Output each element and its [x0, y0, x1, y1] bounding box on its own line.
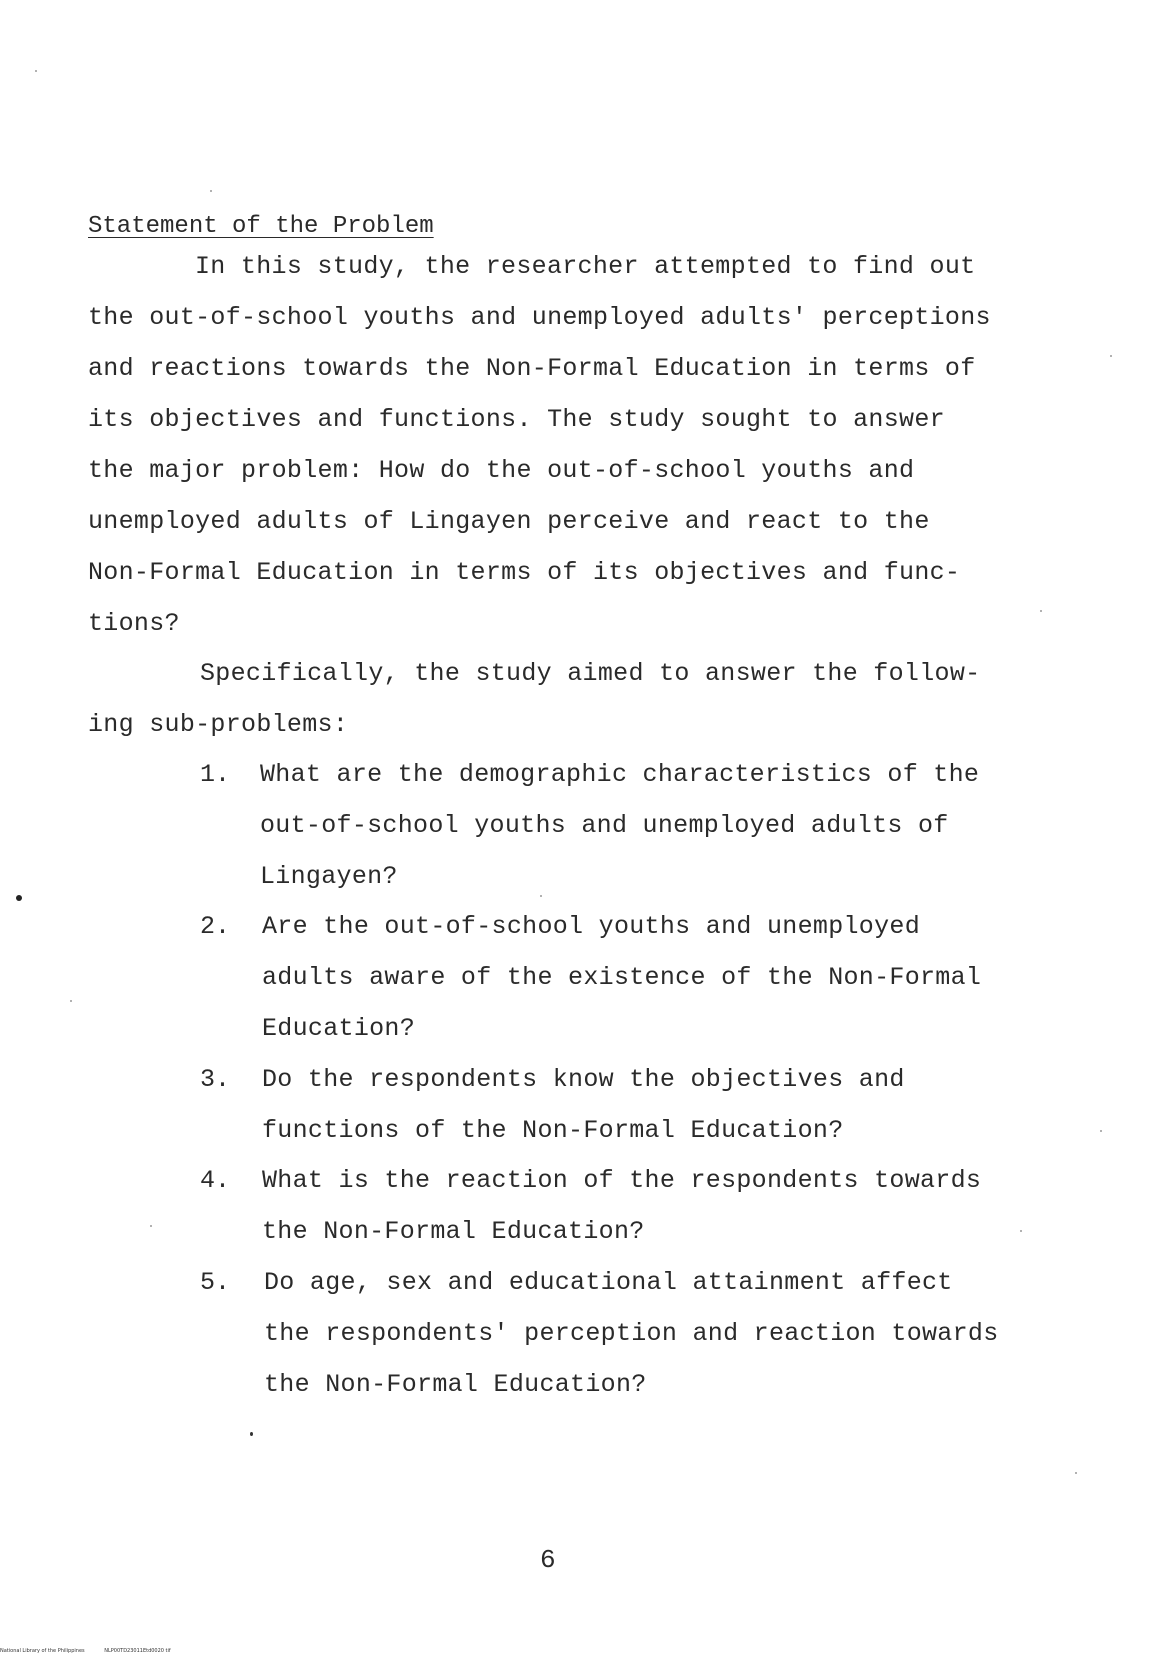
paragraph-line: and reactions towards the Non-Formal Education in terms of	[88, 354, 976, 383]
paragraph-line: Non-Formal Education in terms of its objectives and func-	[88, 558, 961, 587]
scan-speck	[540, 895, 542, 897]
list-item-line: the respondents' perception and reaction towards	[264, 1319, 999, 1348]
paragraph-line: the major problem: How do the out-of-school youths and	[88, 456, 915, 485]
scan-speck	[1020, 1230, 1022, 1232]
list-item-line: the Non-Formal Education?	[264, 1370, 647, 1399]
list-item-line: Lingayen?	[260, 862, 398, 891]
list-item-line: Education?	[262, 1014, 416, 1043]
list-item-number: 5.	[200, 1268, 231, 1297]
list-item-number: 1.	[200, 760, 231, 789]
paragraph-line: the out-of-school youths and unemployed adults' perceptions	[88, 303, 991, 332]
scan-speck	[210, 190, 212, 192]
paragraph-line: In this study, the researcher attempted to find out	[195, 252, 976, 281]
paragraph-line: ing sub-problems:	[88, 710, 349, 739]
scan-speck	[250, 1432, 253, 1436]
list-item-number: 2.	[200, 912, 231, 941]
footer-code: NLP00TD23011Etd0020 tif	[104, 1648, 171, 1654]
scan-footer	[0, 1648, 189, 1655]
scan-speck	[16, 895, 22, 901]
list-item-line: What are the demographic characteristics of the	[260, 760, 980, 789]
scan-speck	[1100, 1130, 1102, 1132]
paragraph-line: its objectives and functions. The study sought to answer	[88, 405, 945, 434]
list-item-line: functions of the Non-Formal Education?	[262, 1116, 844, 1145]
list-item-line: out-of-school youths and unemployed adults of	[260, 811, 949, 840]
section-heading: Statement of the Problem	[88, 213, 434, 240]
scan-speck	[1110, 355, 1112, 357]
footer-library: National Library of the Philippines	[0, 1648, 85, 1654]
list-item-line: the Non-Formal Education?	[262, 1217, 645, 1246]
scan-speck	[1075, 1472, 1077, 1474]
paragraph-line: Specifically, the study aimed to answer the follow-	[200, 659, 981, 688]
scan-speck	[70, 1000, 72, 1002]
scan-speck	[35, 70, 37, 72]
list-item-line: adults aware of the existence of the Non-Formal	[262, 963, 982, 992]
page-number: 6	[540, 1545, 556, 1575]
list-item-number: 4.	[200, 1166, 231, 1195]
list-item-line: Are the out-of-school youths and unemployed	[262, 912, 921, 941]
paragraph-line: tions?	[88, 609, 180, 638]
list-item-line: What is the reaction of the respondents towards	[262, 1166, 982, 1195]
paragraph-line: unemployed adults of Lingayen perceive and react to the	[88, 507, 930, 536]
scan-speck	[150, 1225, 152, 1227]
list-item-line: Do age, sex and educational attainment affect	[264, 1268, 953, 1297]
list-item-line: Do the respondents know the objectives and	[262, 1065, 905, 1094]
list-item-number: 3.	[200, 1065, 231, 1094]
scan-speck	[1040, 610, 1042, 612]
